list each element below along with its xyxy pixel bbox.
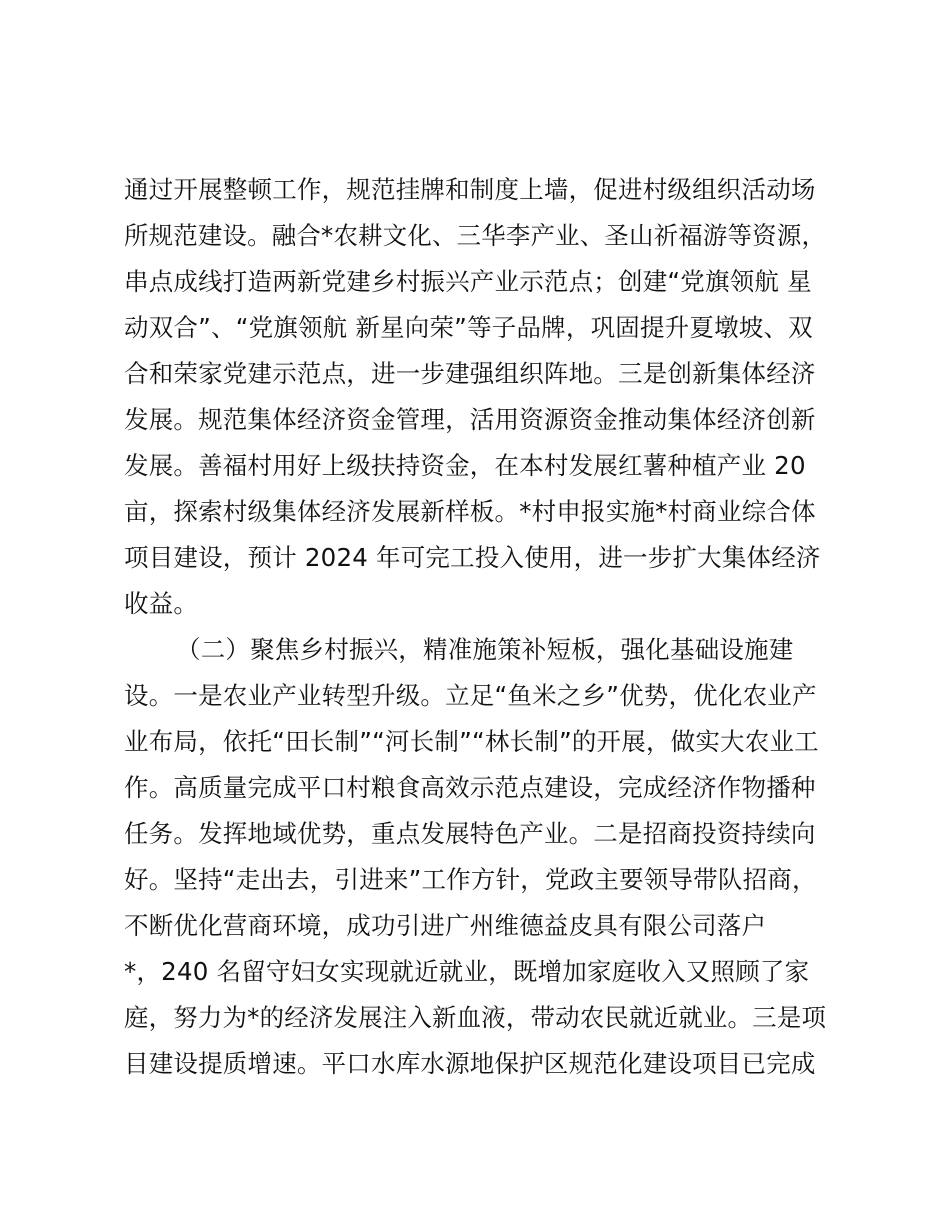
text-line: 串点成线打造两新党建乡村振兴产业示范点；创建“党旗领航 星 — [124, 267, 812, 296]
text-line: 设。一是农业产业转型升级。立足“鱼米之乡”优势，优化农业产 — [124, 681, 817, 710]
text-line: 发展。规范集体经济资金管理，活用资源资金推动集体经济创新 — [124, 405, 816, 434]
text-line: 动双合”、“党旗领航 新星向荣”等子品牌，巩固提升夏墩坡、双 — [124, 313, 813, 342]
text-line: 发展。善福村用好上级扶持资金，在本村发展红薯种植产业 20 — [124, 451, 806, 480]
section-heading-line: （二）聚焦乡村振兴，精准施策补短板，强化基础设施建 — [176, 635, 794, 664]
text-line: 庭，努力为*的经济发展注入新血液，带动农民就近就业。三是项 — [124, 1003, 827, 1032]
text-line: 不断优化营商环境，成功引进广州维德益皮具有限公司落户 — [124, 911, 767, 940]
text-line: 业布局，依托“田长制”“河长制”“林长制”的开展，做实大农业工 — [124, 727, 819, 756]
text-line: *，240 名留守妇女实现就近就业，既增加家庭收入又照顾了家 — [124, 957, 810, 986]
text-line: 亩，探索村级集体经济发展新样板。*村申报实施*村商业综合体 — [124, 497, 816, 526]
text-line: 好。坚持“走出去，引进来”工作方针，党政主要领导带队招商， — [124, 865, 817, 894]
text-line: 项目建设，预计 2024 年可完工投入使用，进一步扩大集体经济 — [124, 543, 821, 572]
text-line: 任务。发挥地域优势，重点发展特色产业。二是招商投资持续向 — [124, 819, 816, 848]
text-line: 所规范建设。融合*农耕文化、三华李产业、圣山祈福游等资源， — [124, 221, 827, 250]
text-line: 收益。 — [124, 589, 199, 618]
text-line: 通过开展整顿工作，规范挂牌和制度上墙，促进村级组织活动场 — [124, 175, 816, 204]
text-line: 合和荣家党建示范点，进一步建强组织阵地。三是创新集体经济 — [124, 359, 816, 388]
text-line: 作。高质量完成平口村粮食高效示范点建设，完成经济作物播种 — [124, 773, 816, 802]
text-line: 目建设提质增速。平口水库水源地保护区规范化建设项目已完成 — [124, 1049, 816, 1078]
